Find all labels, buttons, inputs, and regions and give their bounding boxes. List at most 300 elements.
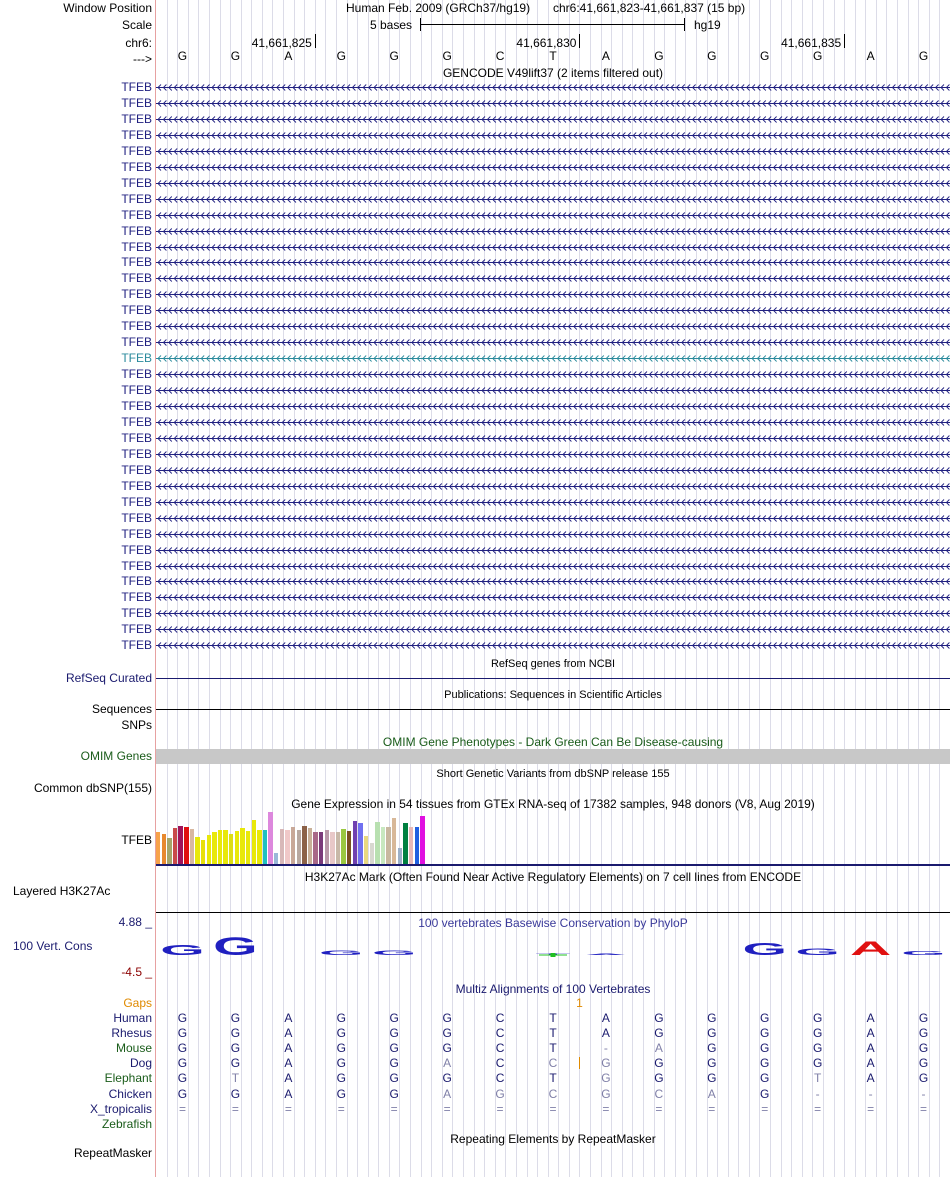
omim-track-label[interactable]: OMIM Genes: [80, 749, 152, 763]
reference-base: G: [230, 49, 241, 63]
alignment-base: C: [495, 1056, 505, 1071]
alignment-base: A: [284, 1086, 293, 1101]
alignment-base: C: [548, 1086, 558, 1101]
gtex-tissue-bar: [235, 831, 239, 864]
alignment-base: G: [707, 1011, 717, 1025]
alignment-base: =: [390, 1101, 398, 1116]
gencode-transcript-line[interactable]: [156, 84, 950, 91]
alignment-base: A: [601, 1011, 610, 1025]
gencode-transcript-line[interactable]: [156, 259, 950, 266]
alignment-base: G: [760, 1041, 770, 1056]
alignment-base: =: [231, 1101, 239, 1116]
gtex-tissue-bar: [212, 832, 216, 864]
alignment-base: G: [601, 1071, 611, 1086]
alignment-base: G: [495, 1086, 505, 1101]
phylop-track-title: 100 vertebrates Basewise Conservation by PhyloP: [418, 916, 688, 930]
alignment-base: G: [230, 1086, 241, 1101]
gencode-transcript-line[interactable]: [156, 355, 950, 362]
alignment-base: -: [921, 1086, 926, 1101]
species-label: Chicken: [108, 1086, 152, 1101]
gtex-track-label: TFEB: [121, 833, 152, 847]
alignment-base: G: [230, 1011, 241, 1025]
alignment-base: G: [177, 1026, 188, 1041]
scale-bar: [421, 24, 685, 25]
reference-base: G: [177, 49, 188, 63]
alignment-base: G: [336, 1071, 346, 1086]
gencode-transcript-line[interactable]: [156, 180, 950, 187]
gtex-tissue-bar: [358, 823, 362, 864]
gtex-tissue-bar: [162, 834, 166, 864]
gtex-tissue-bar: [403, 823, 407, 864]
alignment-base: T: [231, 1071, 240, 1086]
gencode-transcript-line[interactable]: [156, 483, 950, 490]
gencode-transcript-label[interactable]: TFEB: [121, 159, 152, 174]
gencode-transcript-label[interactable]: TFEB: [121, 319, 152, 334]
gencode-transcript-line[interactable]: [156, 547, 950, 554]
gtex-tissue-bar: [274, 853, 278, 864]
gtex-tissue-bar: [246, 831, 250, 864]
alignment-base: A: [866, 1011, 875, 1025]
alignment-base: =: [920, 1101, 928, 1116]
alignment-base: A: [443, 1086, 452, 1101]
h3k27ac-track-title: H3K27Ac Mark (Often Found Near Active Regulatory Elements) on 7 cell lines from ENCODE: [304, 870, 802, 884]
alignment-base: =: [337, 1101, 345, 1116]
alignment-base: T: [549, 1011, 557, 1025]
alignment-base: G: [760, 1071, 770, 1086]
alignment-base: G: [760, 1011, 770, 1025]
alignment-base: G: [336, 1026, 346, 1041]
gtex-tissue-bar: [240, 828, 244, 864]
gencode-transcript-label[interactable]: TFEB: [121, 638, 152, 653]
refseq-track-label[interactable]: RefSeq Curated: [65, 671, 152, 685]
gencode-transcript-label[interactable]: TFEB: [121, 111, 152, 126]
alignment-base: G: [389, 1026, 399, 1041]
alignment-base: C: [495, 1071, 505, 1086]
alignment-base: G: [601, 1056, 611, 1071]
dbsnp-track-title: Short Genetic Variants from dbSNP release 155: [436, 768, 670, 780]
omim-track-title: OMIM Gene Phenotypes - Dark Green Can Be Disease-causing: [382, 735, 724, 749]
species-label: Elephant: [104, 1071, 152, 1086]
gtex-tissue-bar: [353, 821, 357, 864]
gencode-transcript-label[interactable]: TFEB: [121, 207, 152, 222]
assembly-title: Human Feb. 2009 (GRCh37/hg19): [346, 1, 531, 15]
species-label: Rhesus: [111, 1026, 152, 1041]
gtex-tissue-bar: [252, 820, 256, 864]
scale-bar-right-tick: [684, 18, 685, 31]
gtex-tissue-bar: [370, 843, 374, 864]
gencode-transcript-label[interactable]: TFEB: [121, 191, 152, 206]
gencode-transcript-line[interactable]: [156, 435, 950, 442]
gtex-tissue-bar: [268, 812, 272, 864]
phylop-mark: [551, 953, 556, 957]
alignment-base: A: [284, 1041, 293, 1056]
species-label: Mouse: [115, 1041, 152, 1056]
scale-assembly: hg19: [694, 18, 721, 32]
alignment-base: G: [177, 1056, 188, 1071]
alignment-base: G: [442, 1026, 452, 1041]
gencode-transcript-line[interactable]: [156, 563, 950, 570]
alignment-base: G: [389, 1011, 399, 1025]
gencode-transcript-label[interactable]: TFEB: [121, 271, 152, 286]
alignment-base: T: [549, 1071, 557, 1086]
gencode-transcript-label[interactable]: TFEB: [121, 494, 152, 509]
gtex-tissue-bar: [218, 830, 222, 864]
gencode-transcript-label[interactable]: TFEB: [121, 127, 152, 142]
alignment-base: G: [389, 1056, 399, 1071]
reference-base: T: [549, 49, 557, 63]
gencode-transcript-line[interactable]: [156, 642, 950, 649]
alignment-base: G: [336, 1041, 346, 1056]
gtex-tissue-bar: [167, 838, 171, 864]
alignment-base: -: [868, 1086, 873, 1101]
gtex-tissue-bar: [229, 834, 233, 864]
position-readout: chr6:41,661,823-41,661,837 (15 bp): [553, 1, 746, 15]
alignment-base: C: [495, 1026, 505, 1041]
alignment-base: A: [866, 1056, 875, 1071]
gencode-transcript-label[interactable]: TFEB: [121, 399, 152, 413]
phylop-logo-letter: G: [901, 949, 946, 957]
phylop-logo-letter: G: [319, 949, 364, 957]
publications-track-title: Publications: Sequences in Scientific Articles: [444, 689, 662, 701]
reference-base: G: [812, 49, 823, 63]
species-label: Zebrafish: [101, 1116, 152, 1131]
gtex-tissue-bar: [347, 831, 351, 864]
gtex-tissue-bar: [291, 827, 295, 864]
alignment-base: G: [760, 1086, 770, 1101]
alignment-base: =: [655, 1101, 663, 1116]
gencode-transcript-line[interactable]: [156, 387, 950, 394]
alignment-base: G: [230, 1026, 241, 1041]
gencode-transcript-label[interactable]: TFEB: [121, 239, 152, 254]
window-position-label: Window Position: [63, 1, 152, 15]
alignment-base: G: [918, 1071, 929, 1086]
alignment-base: G: [812, 1011, 823, 1025]
alignment-base: C: [548, 1056, 558, 1071]
alignment-base: A: [866, 1041, 875, 1056]
alignment-base: A: [284, 1056, 293, 1071]
gencode-transcript-line[interactable]: [156, 578, 950, 585]
alignment-base: G: [601, 1086, 611, 1101]
gtex-tissue-bar: [257, 830, 261, 864]
alignment-base: G: [918, 1026, 929, 1041]
gtex-tissue-bar: [263, 830, 267, 864]
ruler-tick-mark: [315, 34, 316, 48]
gencode-transcript-line[interactable]: [156, 132, 950, 139]
gencode-transcript-line[interactable]: [156, 228, 950, 235]
ruler-tick-label: 41,661,830: [516, 36, 577, 50]
gencode-transcript-line[interactable]: [156, 371, 950, 378]
gtex-tissue-bar: [302, 826, 306, 864]
gencode-transcript-label[interactable]: TFEB: [121, 526, 152, 541]
gaps-label: Gaps: [123, 996, 152, 1010]
gencode-transcript-label[interactable]: TFEB: [121, 383, 152, 398]
gencode-transcript-line[interactable]: [156, 610, 950, 617]
alignment-base: A: [866, 1071, 875, 1086]
ruler-tick-label: 41,661,835: [781, 36, 842, 50]
gencode-transcript-label[interactable]: TFEB: [121, 542, 152, 557]
reference-base: G: [760, 49, 770, 63]
reference-base: A: [284, 49, 293, 63]
gencode-transcript-line[interactable]: [156, 307, 950, 314]
phylop-logo-letter: G: [160, 941, 205, 959]
gencode-transcript-label[interactable]: TFEB: [121, 303, 152, 318]
gtex-tissue-bar: [223, 830, 227, 864]
phylop-max-label: 4.88 _: [118, 915, 152, 929]
gencode-transcript-label[interactable]: TFEB: [121, 574, 152, 589]
alignment-base: A: [284, 1011, 293, 1025]
gencode-transcript-line[interactable]: [156, 291, 950, 298]
alignment-base: A: [443, 1056, 452, 1071]
gtex-tissue-bar: [195, 837, 199, 864]
gencode-transcript-label[interactable]: TFEB: [121, 255, 152, 270]
alignment-base: A: [601, 1026, 610, 1041]
gtex-tissue-bar: [280, 829, 284, 864]
alignment-base: G: [918, 1041, 929, 1056]
reference-base: A: [866, 49, 875, 63]
phylop-logo: [156, 932, 950, 972]
phylop-min-label: -4.5 _: [121, 965, 152, 979]
gencode-transcript-label[interactable]: TFEB: [121, 95, 152, 110]
alignment-base: G: [177, 1041, 188, 1056]
alignment-base: G: [812, 1026, 823, 1041]
reference-base: G: [336, 49, 346, 63]
h3k27ac-baseline: [156, 912, 950, 913]
gtex-tissue-bar: [156, 832, 160, 864]
scale-label: Scale: [121, 18, 152, 32]
alignment-base: G: [389, 1086, 399, 1101]
repeatmasker-track-title: Repeating Elements by RepeatMasker: [450, 1132, 656, 1146]
dbsnp-track-label: Common dbSNP(155): [33, 781, 152, 795]
gencode-transcript-line[interactable]: [156, 419, 950, 426]
gencode-transcript-label[interactable]: TFEB: [121, 478, 152, 493]
alignment-base: -: [815, 1086, 820, 1101]
snps-track-label: SNPs: [121, 718, 152, 732]
alignment-base: G: [707, 1041, 717, 1056]
alignment-base: G: [760, 1026, 770, 1041]
reference-base: A: [601, 49, 610, 63]
gtex-tissue-bar: [336, 832, 340, 864]
omim-phenotype-bar: [156, 749, 950, 764]
gtex-tissue-bar: [173, 828, 177, 864]
phylop-logo-letter: G: [213, 933, 258, 961]
alignment-base: G: [918, 1056, 929, 1071]
alignment-base: G: [177, 1011, 188, 1025]
reference-base: G: [654, 49, 664, 63]
gtex-tissue-bar: [201, 840, 205, 864]
gencode-transcript-line[interactable]: [156, 403, 950, 410]
gencode-transcript-line[interactable]: [156, 164, 950, 171]
publications-line: [156, 709, 950, 710]
strand-direction-label: --->: [133, 52, 152, 66]
gencode-transcript-label[interactable]: TFEB: [121, 335, 152, 350]
ruler-tick-label: 41,661,825: [251, 36, 312, 50]
gtex-tissue-bar: [178, 826, 182, 864]
gencode-transcript-label[interactable]: TFEB: [121, 414, 152, 429]
reference-base: G: [442, 49, 452, 63]
alignment-base: C: [654, 1086, 664, 1101]
alignment-base: G: [442, 1071, 452, 1086]
track-label-column: [0, 0, 155, 1177]
reference-base: G: [707, 49, 717, 63]
track-area: [156, 0, 950, 1177]
gencode-transcript-label[interactable]: TFEB: [121, 430, 152, 445]
gencode-transcript-label[interactable]: TFEB: [121, 606, 152, 621]
gencode-transcript-label[interactable]: TFEB: [121, 367, 152, 382]
gtex-tissue-bar: [398, 848, 402, 864]
alignment-base: G: [442, 1011, 452, 1025]
dog-insertion-marker: [579, 1057, 580, 1069]
gtex-tissue-bar: [207, 835, 211, 864]
gtex-tissue-bar: [313, 832, 317, 864]
gtex-tissue-bar: [330, 832, 334, 864]
gencode-transcript-line[interactable]: [156, 515, 950, 522]
reference-base: G: [918, 49, 929, 63]
gencode-transcript-label[interactable]: TFEB: [121, 143, 152, 158]
refseq-gene-line: [156, 678, 950, 679]
phylop-logo-letter: G: [742, 939, 787, 959]
gencode-transcript-line[interactable]: [156, 244, 950, 251]
repeatmasker-track-label: RepeatMasker: [73, 1146, 152, 1160]
ruler-tick-mark: [844, 34, 845, 48]
gap-count-marker: 1: [576, 996, 583, 1010]
gtex-tissue-bar: [386, 827, 390, 864]
alignment-base: G: [654, 1011, 664, 1025]
gencode-transcript-line[interactable]: [156, 116, 950, 123]
alignment-base: G: [336, 1086, 346, 1101]
scale-text: 5 bases: [370, 18, 413, 32]
gtex-tissue-bar: [297, 830, 301, 864]
alignment-base: G: [760, 1056, 770, 1071]
alignment-base: =: [443, 1101, 451, 1116]
gtex-tissue-bar: [341, 829, 345, 864]
gencode-transcript-label[interactable]: TFEB: [121, 622, 152, 637]
alignment-base: T: [813, 1071, 822, 1086]
gencode-transcript-label[interactable]: TFEB: [121, 462, 152, 477]
scale-bar-left-tick: [420, 18, 421, 31]
gencode-transcript-line[interactable]: [156, 148, 950, 155]
gencode-transcript-line[interactable]: [156, 323, 950, 330]
gtex-tissue-bar: [325, 830, 329, 864]
gtex-tissue-bar: [375, 822, 379, 864]
gencode-transcript-label[interactable]: TFEB: [121, 175, 152, 190]
gencode-transcript-label[interactable]: TFEB: [121, 287, 152, 302]
phylop-logo-letter: G: [795, 946, 840, 957]
gencode-transcript-line[interactable]: [156, 212, 950, 219]
alignment-base: =: [549, 1101, 557, 1116]
alignment-base: G: [654, 1026, 664, 1041]
gtex-tissue-bar: [319, 832, 323, 864]
gtex-tissue-bar: [364, 836, 368, 864]
alignment-base: A: [284, 1071, 293, 1086]
alignment-base: =: [496, 1101, 504, 1116]
alignment-base: G: [177, 1086, 188, 1101]
h3k27ac-track-label: Layered H3K27Ac: [13, 884, 111, 898]
gencode-transcript-line[interactable]: [156, 626, 950, 633]
gencode-transcript-line[interactable]: [156, 451, 950, 458]
alignment-base: G: [336, 1056, 346, 1071]
alignment-base: C: [495, 1011, 505, 1025]
phylop-logo-letter: G: [371, 949, 417, 957]
reference-base: G: [389, 49, 399, 63]
alignment-base: G: [442, 1041, 452, 1056]
alignment-base: =: [867, 1101, 875, 1116]
phylop-logo-letter: A: [849, 937, 892, 960]
phylop-track-label: 100 Vert. Cons: [13, 939, 93, 953]
gtex-tissue-bar: [415, 827, 419, 864]
gtex-tissue-bar: [308, 828, 312, 864]
ruler-tick-mark: [579, 34, 580, 48]
alignment-base: C: [495, 1041, 505, 1056]
alignment-base: G: [707, 1056, 717, 1071]
gencode-transcript-line[interactable]: [156, 499, 950, 506]
alignment-base: G: [707, 1026, 717, 1041]
gencode-transcript-line[interactable]: [156, 100, 950, 107]
refseq-track-title: RefSeq genes from NCBI: [490, 658, 616, 670]
alignment-base: A: [284, 1026, 293, 1041]
gtex-tissue-bar: [420, 816, 424, 864]
alignment-base: -: [603, 1041, 608, 1056]
gencode-transcript-label[interactable]: TFEB: [121, 510, 152, 525]
species-label: X_tropicalis: [89, 1101, 152, 1116]
gencode-transcript-line[interactable]: [156, 467, 950, 474]
gencode-transcript-label[interactable]: TFEB: [121, 351, 152, 366]
alignment-base: A: [654, 1041, 663, 1056]
gencode-transcript-label[interactable]: TFEB: [121, 223, 152, 238]
gtex-baseline: [156, 864, 950, 866]
chromosome-label: chr6:: [125, 36, 152, 50]
gencode-transcript-label[interactable]: TFEB: [121, 446, 152, 461]
multiz-track-title: Multiz Alignments of 100 Vertebrates: [455, 982, 651, 996]
reference-base: C: [495, 49, 505, 63]
gtex-tissue-bar: [190, 829, 194, 864]
gencode-transcript-line[interactable]: [156, 531, 950, 538]
gtex-tissue-bar: [184, 827, 188, 864]
alignment-base: G: [230, 1056, 241, 1071]
phylop-logo-letter: A: [585, 953, 627, 956]
alignment-base: A: [707, 1086, 716, 1101]
gencode-transcript-label[interactable]: TFEB: [121, 80, 152, 94]
gencode-transcript-line[interactable]: [156, 594, 950, 601]
alignment-base: G: [918, 1011, 929, 1025]
species-label: Dog: [129, 1056, 152, 1071]
alignment-base: G: [812, 1041, 823, 1056]
publications-track-label: Sequences: [91, 702, 152, 716]
alignment-base: T: [549, 1041, 557, 1056]
gtex-tissue-bar: [409, 827, 413, 864]
alignment-base: A: [866, 1026, 875, 1041]
gencode-transcript-label[interactable]: TFEB: [121, 558, 152, 573]
gencode-transcript-label[interactable]: TFEB: [121, 590, 152, 605]
alignment-base: G: [389, 1071, 399, 1086]
alignment-base: G: [812, 1056, 823, 1071]
alignment-base: =: [602, 1101, 610, 1116]
alignment-base: =: [761, 1101, 769, 1116]
alignment-base: =: [814, 1101, 822, 1116]
gencode-transcript-line[interactable]: [156, 275, 950, 282]
gtex-tissue-bar: [381, 827, 385, 864]
alignment-base: G: [177, 1071, 188, 1086]
alignment-base: =: [178, 1101, 186, 1116]
alignment-base: =: [284, 1101, 292, 1116]
alignment-base: =: [708, 1101, 716, 1116]
gencode-transcript-line[interactable]: [156, 196, 950, 203]
gtex-track-title: Gene Expression in 54 tissues from GTEx RNA-seq of 17382 samples, 948 donors (V8, Aug 2019): [291, 797, 815, 811]
alignment-base: G: [654, 1071, 664, 1086]
gencode-transcript-line[interactable]: [156, 339, 950, 346]
gencode-track-title: GENCODE V49lift37 (2 items filtered out): [442, 66, 664, 80]
alignment-base: G: [230, 1041, 241, 1056]
gtex-tissue-bar: [285, 830, 289, 864]
